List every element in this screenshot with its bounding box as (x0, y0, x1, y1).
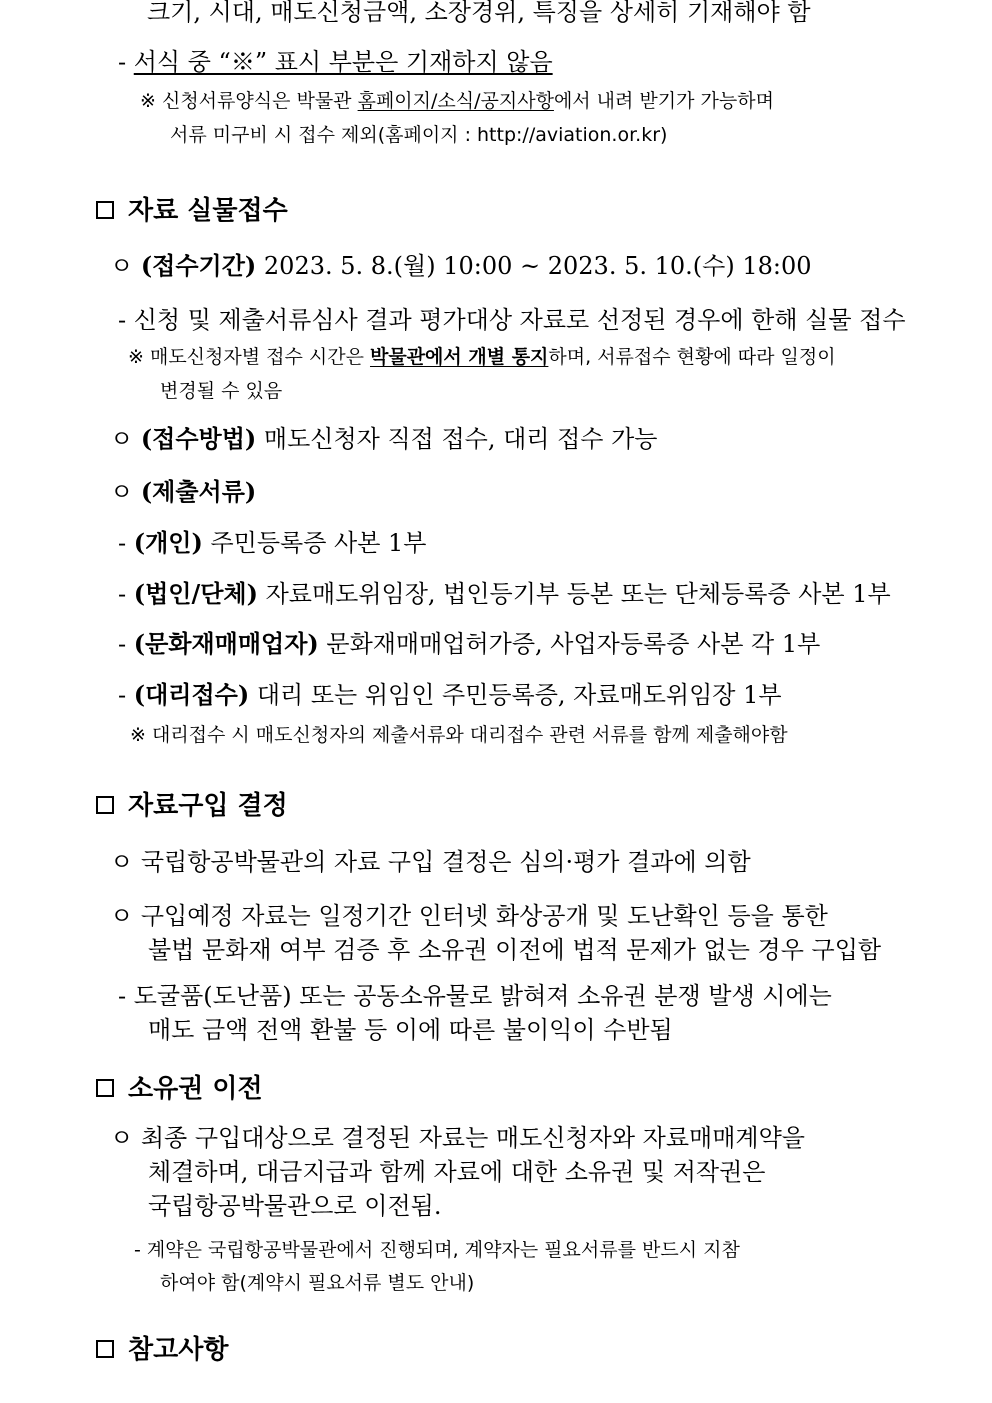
ownership-sub-1: - 계약은 국립항공박물관에서 진행되며, 계약자는 필요서류를 반드시 지참 (134, 1239, 740, 1261)
ownership-item-line-2: 체결하며, 대금지급과 함께 자료에 대한 소유권 및 저작권은 (148, 1158, 766, 1186)
top-line-1-text: 서식 중 “※” 표시 부분은 기재하지 않음 (133, 48, 553, 76)
doc-item (118, 629, 821, 658)
receipt-method-label: (접수방법) (140, 424, 257, 453)
receipt-note-pre: 매도신청자별 접수 시간은 (143, 346, 370, 368)
submit-docs-label: (제출서류) (140, 477, 257, 506)
receipt-period-label: (접수기간) (140, 251, 257, 280)
section-heading-text: 자료구입 결정 (128, 791, 288, 821)
dash: - (118, 580, 134, 608)
receipt-period-value: 2023. 5. 8.(월) 10:00 ~ 2023. 5. 10.(수) 18:00 (256, 252, 812, 280)
docs-note: ※ 대리접수 시 매도신청자의 제출서류와 대리접수 관련 서류를 함께 제출해야함 (130, 724, 788, 746)
checkbox-square-icon (96, 1340, 114, 1358)
doc-item-value: 문화재매매업허가증, 사업자등록증 사본 각 1부 (318, 630, 821, 658)
doc-item (118, 528, 427, 557)
purchase-item-1-text: 국립항공박물관의 자료 구입 결정은 심의·평가 결과에 의함 (140, 848, 751, 876)
section-heading-purchase (96, 793, 288, 819)
doc-item-label: (법인/단체) (133, 579, 258, 608)
purchase-item-2-line-1: 구입예정 자료는 일정기간 인터넷 화상공개 및 도난확인 등을 통한 (140, 902, 828, 930)
top-line-1 (118, 50, 553, 74)
doc-item-label: (개인) (133, 528, 203, 557)
receipt-method-value: 매도신청자 직접 접수, 대리 접수 가능 (256, 425, 658, 453)
ownership-item-line-3: 국립항공박물관으로 이전됨. (148, 1192, 442, 1220)
ownership-item-line-1: 최종 구입대상으로 결정된 자료는 매도신청자와 자료매매계약을 (140, 1124, 805, 1152)
receipt-note (128, 348, 836, 367)
receipt-note-post: 하며, 서류접수 현황에 따라 일정이 (548, 346, 836, 368)
doc-item-value: 자료매도위임장, 법인등기부 등본 또는 단체등록증 사본 1부 (257, 580, 891, 608)
receipt-period-sub: - 신청 및 제출서류심사 결과 평가대상 자료로 선정된 경우에 한해 실물 접수 (118, 306, 906, 334)
dash: - (118, 630, 134, 658)
section-heading-receipt (96, 198, 288, 224)
top-note-pre: 신청서류양식은 박물관 (155, 90, 358, 112)
ownership-item (110, 1126, 805, 1150)
homepage-notice-link[interactable]: 홈페이지/소식/공지사항 (357, 90, 554, 112)
section-heading-text: 참고사항 (128, 1335, 229, 1365)
doc-item (118, 680, 782, 709)
note-mark: ※ (140, 90, 156, 112)
purchase-item-1 (110, 850, 751, 874)
receipt-method (110, 424, 658, 453)
top-line-0: 크기, 시대, 매도신청금액, 소장경위, 특징을 상세히 기재해야 함 (147, 0, 811, 26)
bullet-circle: ㅇ (110, 425, 134, 453)
ownership-sub-2: 하여야 함(계약시 필요서류 별도 안내) (160, 1272, 475, 1294)
receipt-period (110, 251, 812, 280)
bullet-circle: ㅇ (110, 848, 134, 876)
receipt-note-bold: 박물관에서 개별 통지 (369, 346, 549, 368)
bullet-circle: ㅇ (110, 902, 134, 930)
receipt-note-line-2: 변경될 수 있음 (160, 380, 283, 402)
top-note (140, 92, 896, 111)
top-note-post: 에서 내려 받기가 가능하며 (553, 90, 774, 112)
checkbox-square-icon (96, 1079, 114, 1097)
doc-item-label: (대리접수) (133, 680, 250, 709)
dash: - (118, 48, 134, 76)
doc-item-label: (문화재매매업자) (133, 629, 319, 658)
bullet-circle: ㅇ (110, 252, 134, 280)
purchase-sub-1: - 도굴품(도난품) 또는 공동소유물로 밝혀져 소유권 분쟁 발생 시에는 (118, 982, 832, 1010)
doc-item-value: 대리 또는 위임인 주민등록증, 자료매도위임장 1부 (249, 681, 782, 709)
submit-docs (110, 477, 257, 506)
note-mark: ※ (128, 346, 144, 368)
doc-item-value: 주민등록증 사본 1부 (202, 529, 427, 557)
purchase-item-2-line-2: 불법 문화재 여부 검증 후 소유권 이전에 법적 문제가 없는 경우 구입함 (148, 936, 882, 964)
section-heading-ownership (96, 1076, 263, 1102)
section-heading-text: 소유권 이전 (128, 1074, 263, 1104)
dash: - (118, 681, 134, 709)
top-note-line-2: 서류 미구비 시 접수 제외(홈페이지 : http://aviation.or.kr) (170, 124, 668, 146)
section-heading-notes (96, 1337, 228, 1363)
bullet-circle: ㅇ (110, 1124, 134, 1152)
purchase-item-2 (110, 904, 828, 928)
purchase-sub-2: 매도 금액 전액 환불 등 이에 따른 불이익이 수반됨 (148, 1016, 673, 1044)
checkbox-square-icon (96, 796, 114, 814)
section-heading-text: 자료 실물접수 (128, 196, 288, 226)
checkbox-square-icon (96, 201, 114, 219)
doc-item (118, 579, 891, 608)
bullet-circle: ㅇ (110, 478, 134, 506)
dash: - (118, 529, 134, 557)
